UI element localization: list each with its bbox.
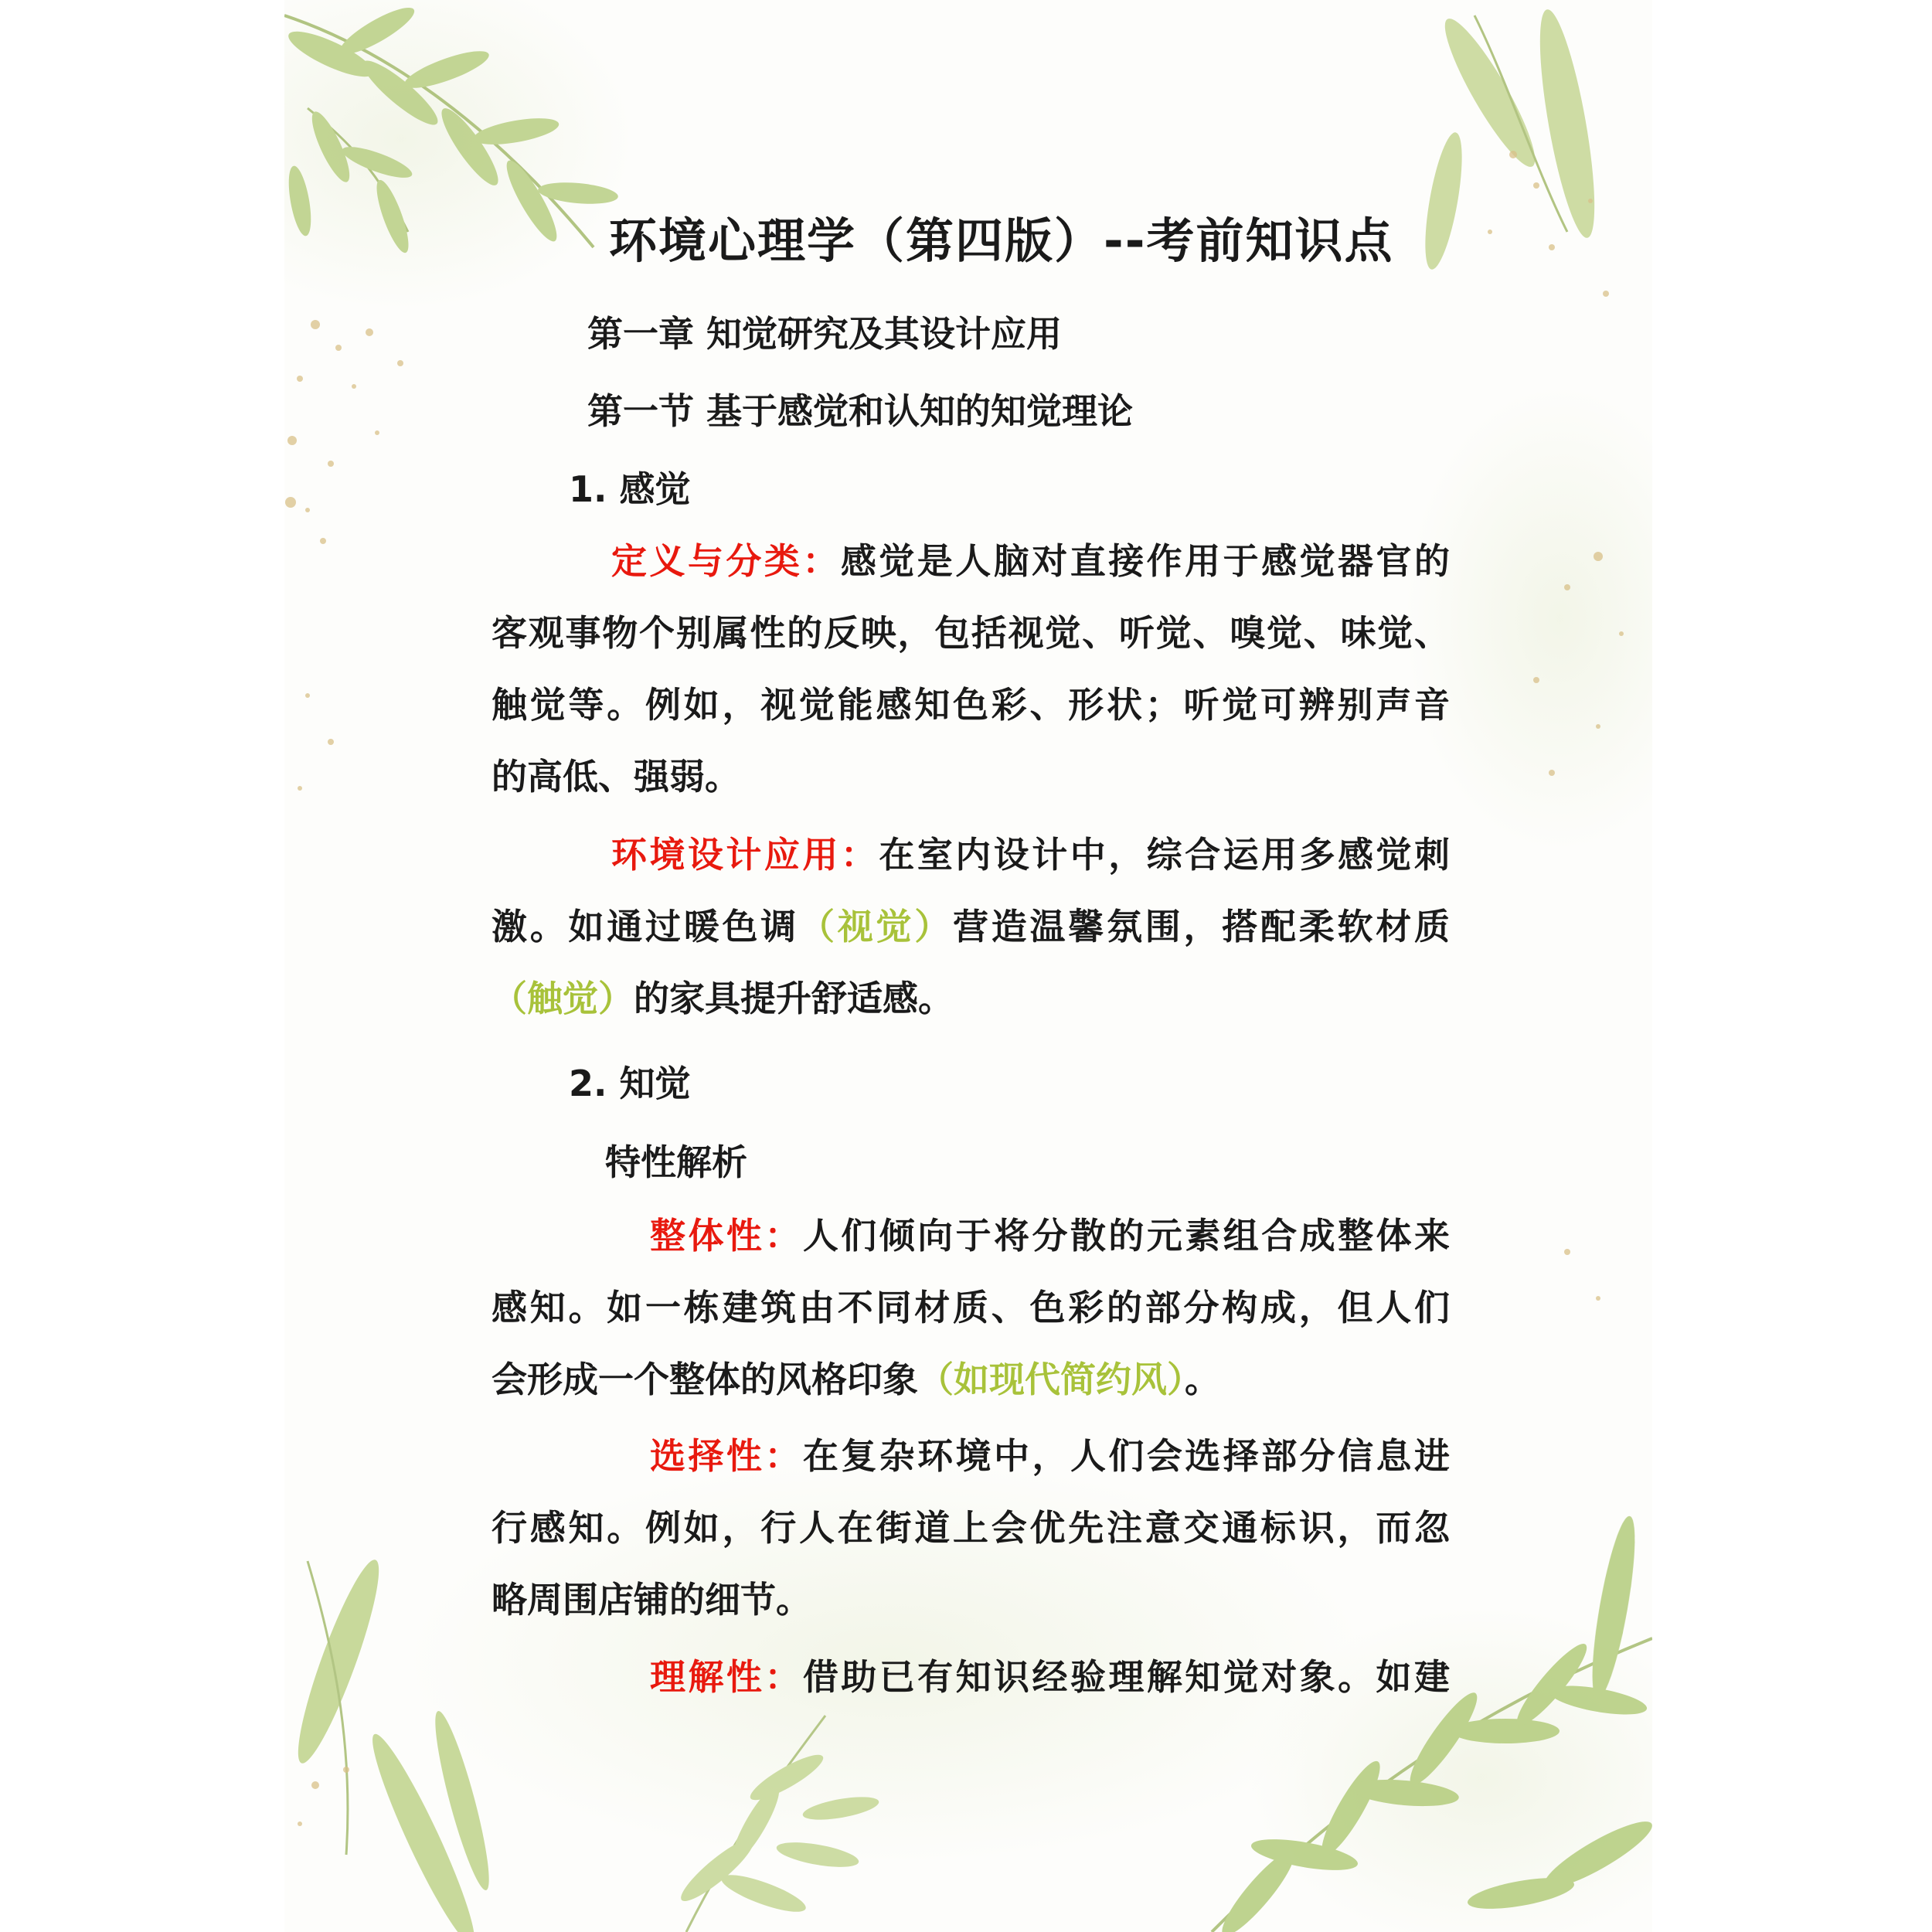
integrity-text-3a: 会形成一个整体的风格印象 (492, 1359, 918, 1400)
application-text-2b: 营造温馨氛围，搭配柔软材质 (953, 906, 1450, 947)
highlight-touch: （触觉） (492, 978, 634, 1019)
application-text-1: 在室内设计中，综合运用多感觉刺 (879, 834, 1451, 876)
definition-line-1 (492, 526, 1450, 597)
understanding-paragraph (492, 1641, 1450, 1713)
selectivity-line-2: 行感知。例如，行人在街道上会优先注意交通标识，而忽 (492, 1507, 1450, 1549)
selectivity-line-1 (492, 1420, 1450, 1492)
understanding-text-1: 借助已有知识经验理解知觉对象。如建 (802, 1656, 1451, 1698)
chapter-heading: 第一章 知觉研究及其设计应用 (587, 313, 1063, 355)
item1-heading: 1. 感觉 (569, 468, 691, 510)
application-paragraph (492, 819, 1450, 1035)
document-title: 环境心理学（第四版）--考前知识点 (609, 213, 1394, 269)
definition-label: 定义与分类： (611, 540, 841, 582)
integrity-text-3b: 。 (1185, 1359, 1220, 1400)
definition-paragraph (492, 526, 1450, 813)
highlight-visual: （视觉） (799, 906, 953, 947)
leaf-branch-top-right (1418, 6, 1606, 272)
selectivity-text-1: 在复杂环境中，人们会选择部分信息进 (802, 1435, 1451, 1477)
application-line-2 (492, 891, 1450, 963)
integrity-line-3 (492, 1344, 1450, 1416)
item2-heading: 2. 知觉 (569, 1063, 691, 1104)
understanding-label: 理解性： (650, 1656, 803, 1698)
definition-text-1: 感觉是人脑对直接作用于感觉器官的 (840, 540, 1451, 582)
application-line-3 (492, 963, 1450, 1035)
application-text-2a: 激。如通过暖色调 (492, 906, 799, 947)
understanding-line-1 (492, 1641, 1450, 1713)
application-line-1 (492, 819, 1450, 891)
section-heading: 第一节 基于感觉和认知的知觉理论 (587, 390, 1134, 432)
selectivity-paragraph (492, 1420, 1450, 1636)
selectivity-label: 选择性： (650, 1435, 803, 1477)
integrity-line-2: 感知。如一栋建筑由不同材质、色彩的部分构成，但人们 (492, 1287, 1450, 1328)
application-text-3b: 的家具提升舒适感。 (634, 978, 954, 1019)
definition-line-4: 的高低、强弱。 (492, 756, 740, 798)
definition-line-2: 客观事物个别属性的反映，包括视觉、听觉、嗅觉、味觉、 (492, 612, 1450, 654)
highlight-modern-style: （如现代简约风） (918, 1359, 1185, 1400)
definition-line-3: 触觉等。例如，视觉能感知色彩、形状；听觉可辨别声音 (492, 684, 1450, 726)
integrity-line-1 (492, 1200, 1450, 1272)
document-page (284, 0, 1652, 1932)
selectivity-line-3: 略周围店铺的细节。 (492, 1579, 811, 1621)
integrity-text-1: 人们倾向于将分散的元素组合成整体来 (802, 1215, 1451, 1257)
application-label: 环境设计应用： (611, 834, 879, 876)
integrity-paragraph (492, 1200, 1450, 1416)
integrity-label: 整体性： (650, 1215, 803, 1257)
item2-subheading: 特性解析 (605, 1141, 747, 1183)
